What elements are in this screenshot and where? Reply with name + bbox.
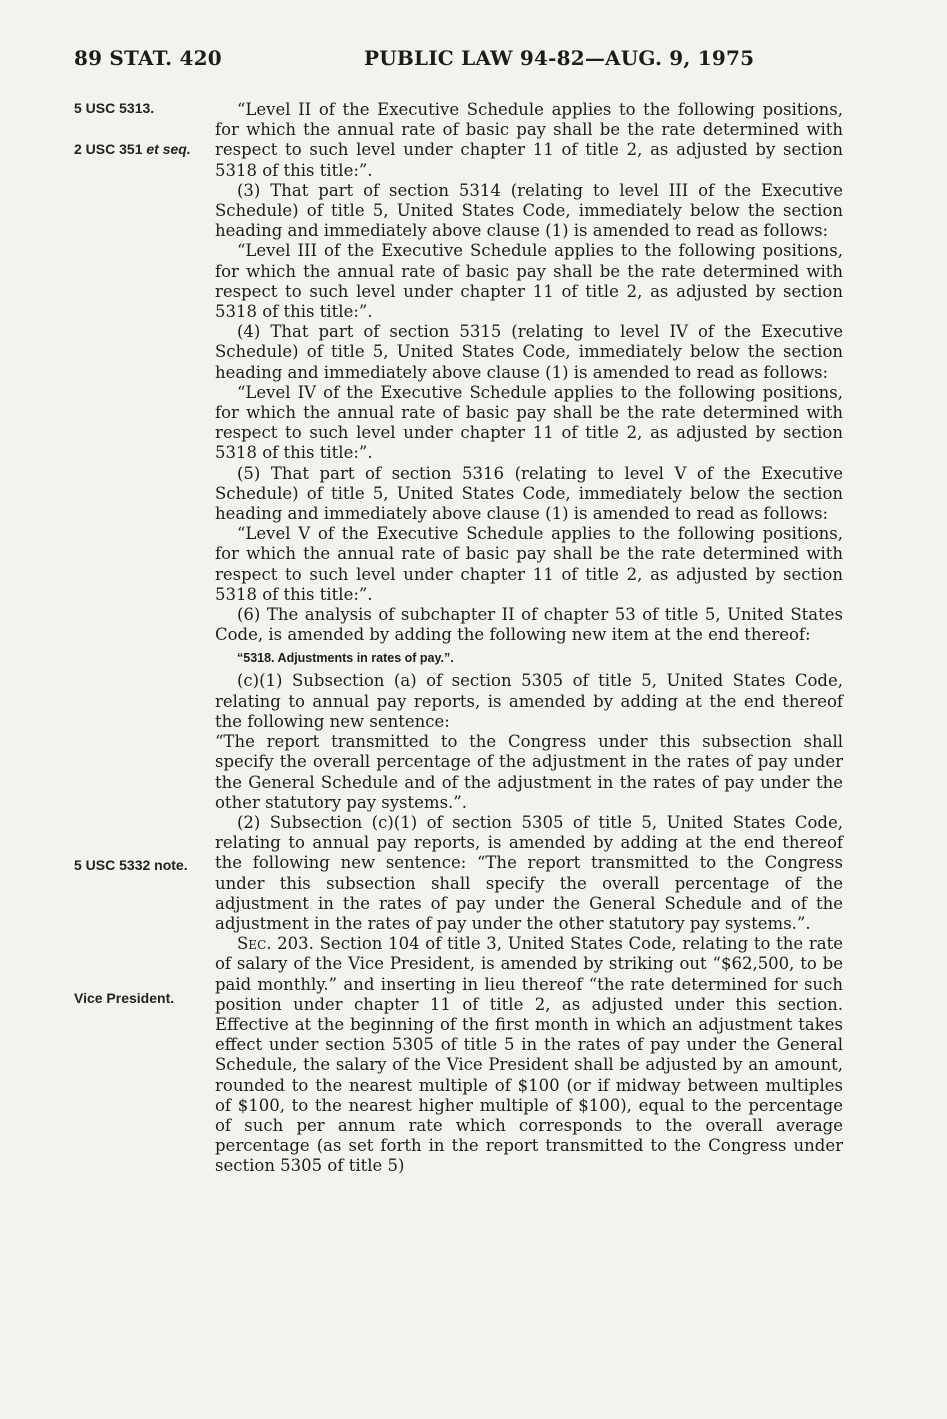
running-title: PUBLIC LAW 94-82—AUG. 9, 1975 xyxy=(364,46,755,70)
paragraph: (5) That part of section 5316 (relating to level V of the Executive Schedule) of title 5, United States Code, immediately below the section heading and immediately above clause (1) is amended to read as follows: xyxy=(215,463,843,524)
paragraph: “Level IV of the Executive Schedule applies to the following positions, for which the annual rate of basic pay shall be the rate determined with respect to such level under chapter 11 of title 2, as adjusted by section 5318 of this title:”. xyxy=(215,382,843,463)
margin-note: 2 USC 351 et seq. xyxy=(74,141,191,157)
paragraph: (4) That part of section 5315 (relating to level IV of the Executive Schedule) of title 5, United States Code, immediately below the section heading and immediately above clause (1) is amended to read as follows: xyxy=(215,322,843,382)
analysis-item: “5318. Adjustments in rates of pay.”. xyxy=(237,651,454,666)
paragraph: (3) That part of section 5314 (relating to level III of the Executive Schedule) of title 5, United States Code, immediately below the section heading and immediately above clause (1) is amended to read as follows: xyxy=(215,180,843,241)
page-header xyxy=(74,46,887,80)
margin-note: 5 USC 5332 note. xyxy=(74,857,188,873)
paragraph: “Level III of the Executive Schedule applies to the following positions, for which the annual rate of basic pay shall be the rate determined with respect to such level under chapter 11 of title 2, as adjusted by section 5318 of this title:”. xyxy=(215,241,843,322)
section-label: Sec. 203. xyxy=(237,934,314,954)
section-paragraph: Sec. 203. Section 104 of title 3, United States Code, relating to the rate of salary of the Vice President, is amended by striking out “$62,500, to be paid monthly.” and inserting in lieu thereof “the rate determined for such position under chapter 11 of title 2, as adjusted under this section. Effective at the beginning of the first month in which an adjustment takes effect under section 5305 of title 5 in the rates of pay under the General Schedule, the salary of the Vice President shall be adjusted by an amount, rounded to the nearest multiple of $100 (or if midway between multiples of $100, to the nearest higher multiple of $100), equal to the percentage of such per annum rate which corresponds to the overall average percentage (as set forth in the report transmitted to the Congress under section 5305 of title 5) xyxy=(215,934,843,1176)
paragraph: “Level V of the Executive Schedule applies to the following positions, for which the annual rate of basic pay shall be the rate determined with respect to such level under chapter 11 of title 2, as adjusted by section 5318 of this title:”. xyxy=(215,524,843,604)
paragraph: (c)(1) Subsection (a) of section 5305 of title 5, United States Code, relating to annual pay reports, is amended by adding at the end thereof the following new sentence: xyxy=(215,671,843,731)
margin-note: Vice President. xyxy=(74,990,175,1006)
margin-note: 5 USC 5313. xyxy=(74,100,155,116)
paragraph: (6) The analysis of subchapter II of chapter 53 of title 5, United States Code, is amended by adding the following new item at the end thereof: xyxy=(215,605,843,645)
paragraph: “The report transmitted to the Congress under this subsection shall specify the overall percentage of the adjustment in the rates of pay under the General Schedule and of the adjustment in the rates of pay under the other statutory pay systems.”. xyxy=(215,732,843,812)
paragraph: “Level II of the Executive Schedule applies to the following positions, for which the annual rate of basic pay shall be the rate determined with respect to such level under chapter 11 of title 2, as adjusted by section 5318 of this title:”. xyxy=(215,100,843,180)
document-body xyxy=(215,100,843,1177)
paragraph: (2) Subsection (c)(1) of section 5305 of title 5, United States Code, relating to annual pay reports, is amended by adding at the end thereof the following new sentence: “The report transmitted to the Congress under this subsection shall specify the overall percentage of the adjustment in the rates of pay under the General Schedule and of the adjustment in the rates of pay under the other statutory pay systems.”. xyxy=(215,812,843,933)
statute-page-number: 89 STAT. 420 xyxy=(74,46,222,70)
